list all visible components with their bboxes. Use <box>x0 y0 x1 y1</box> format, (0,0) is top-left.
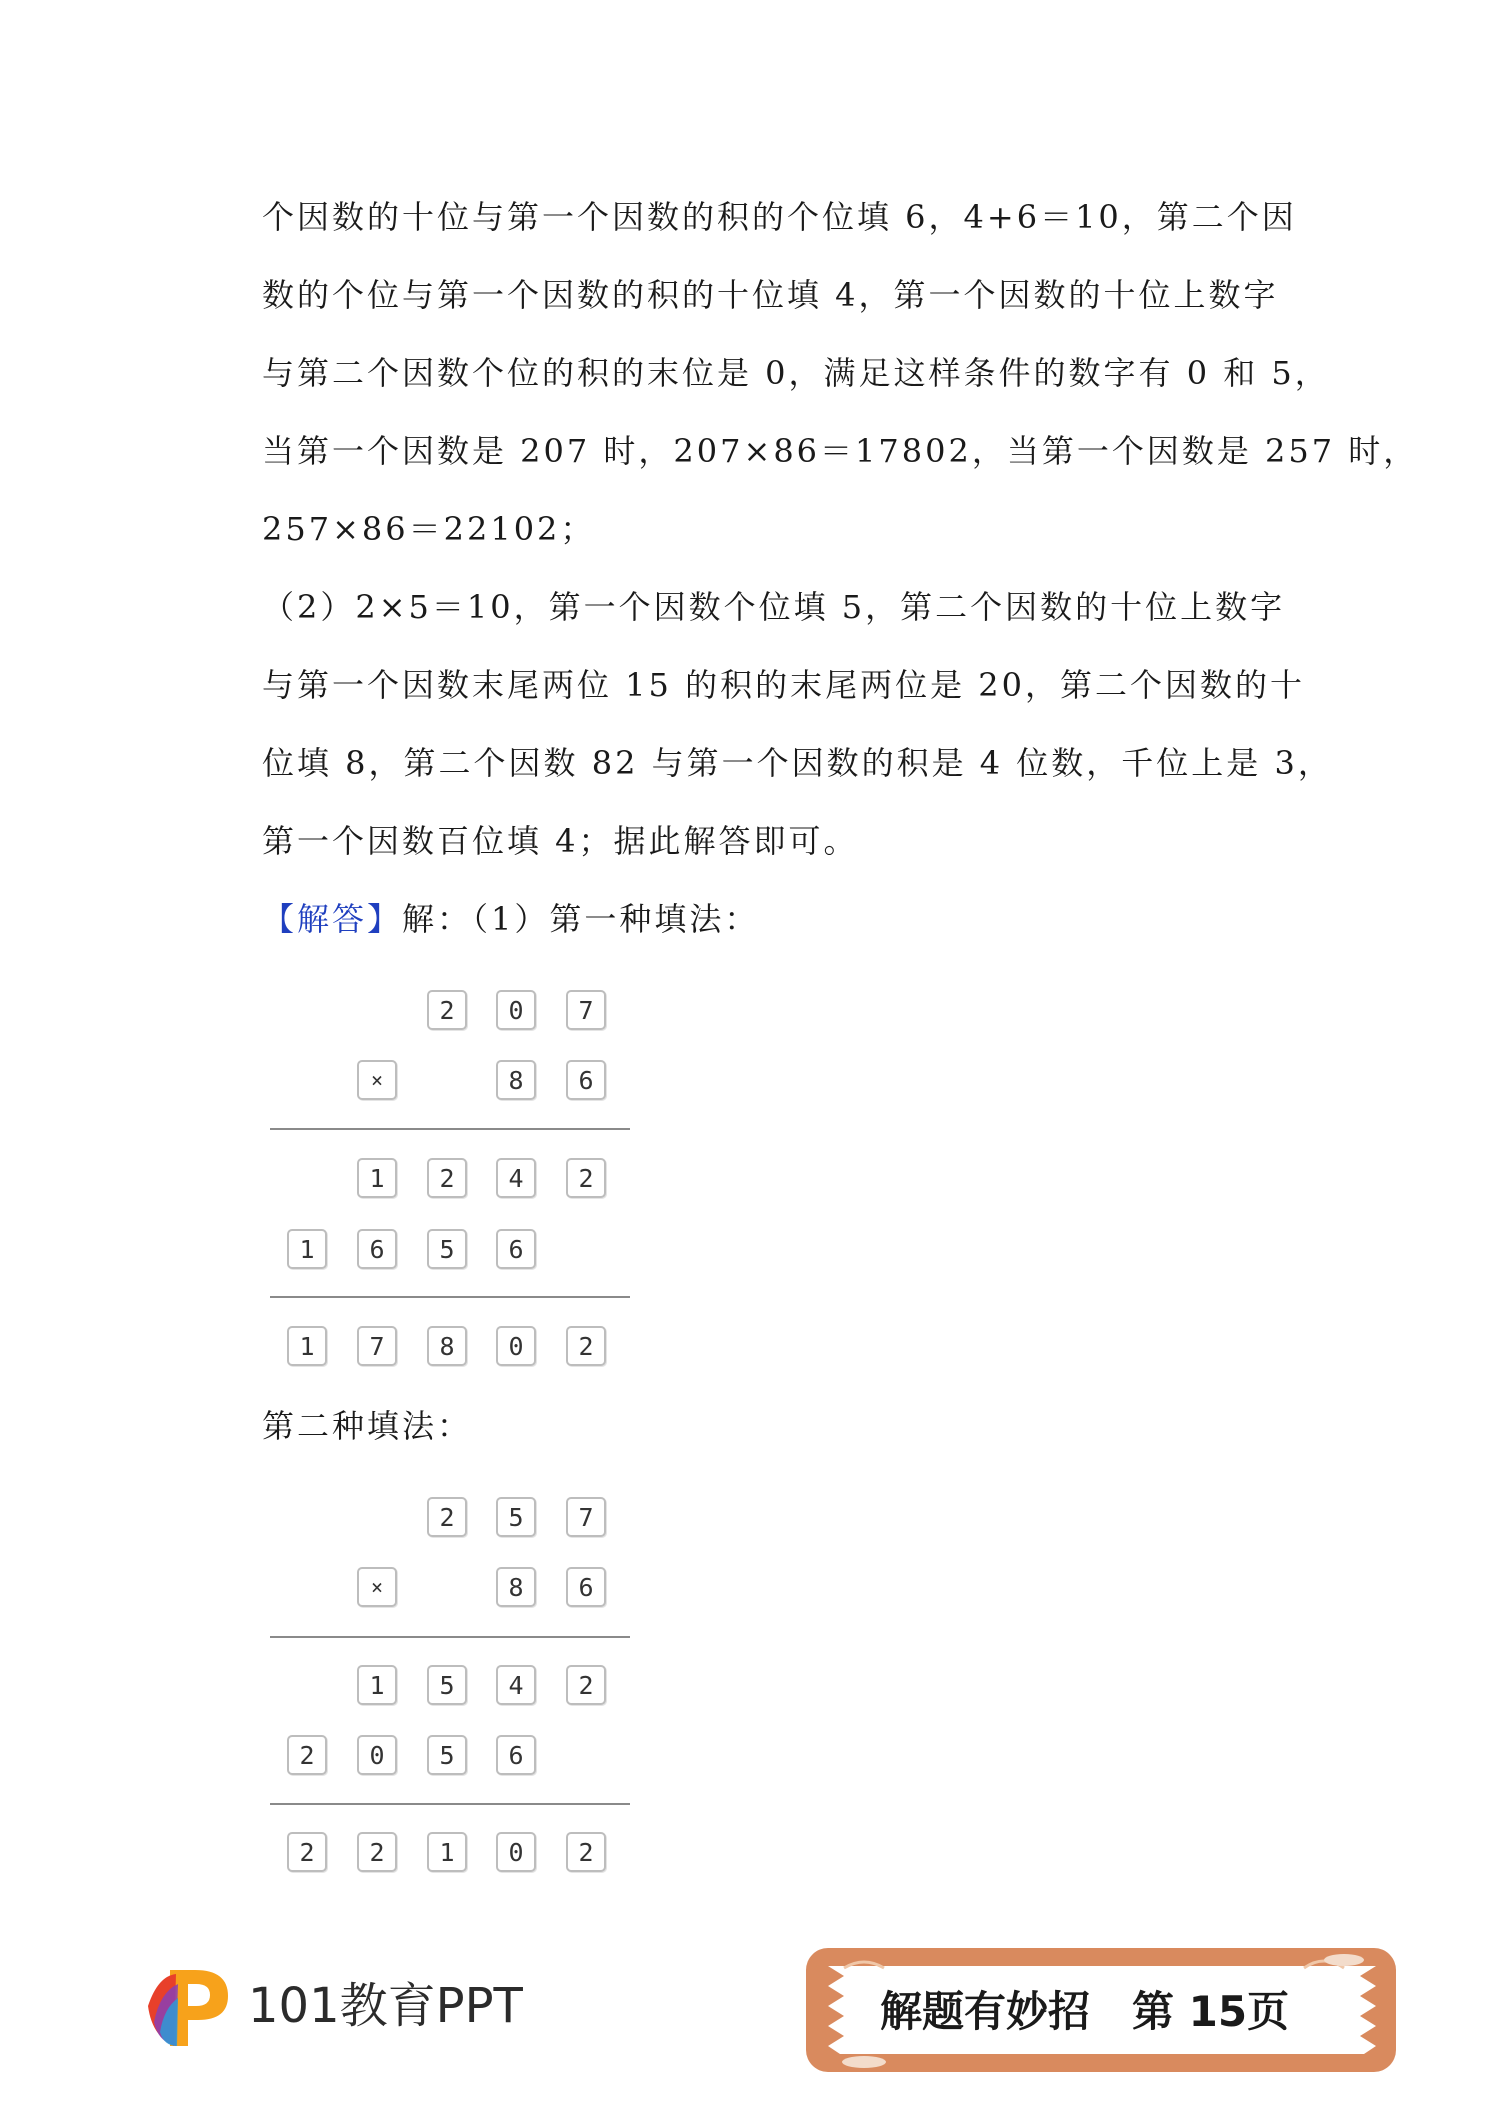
digit-box: 0 <box>496 1326 536 1366</box>
digit-box: 4 <box>496 1158 536 1198</box>
paragraph-line-7: 与第一个因数末尾两位 15 的积的末尾两位是 20，第二个因数的十 <box>262 666 1305 704</box>
digit-box: 2 <box>357 1832 397 1872</box>
method-2-label: 第二种填法： <box>262 1407 473 1445</box>
digit-box: 2 <box>566 1326 606 1366</box>
digit-box: 6 <box>357 1229 397 1269</box>
digit-box: 8 <box>427 1326 467 1366</box>
paragraph-line-5: 257×86＝22102； <box>262 510 596 548</box>
digit-box: 6 <box>496 1735 536 1775</box>
digit-box: 2 <box>566 1158 606 1198</box>
digit-box: 0 <box>357 1735 397 1775</box>
digit-box: 2 <box>287 1735 327 1775</box>
digit-box: 0 <box>496 1832 536 1872</box>
banner-text <box>880 1982 1350 2042</box>
digit-box: 5 <box>496 1497 536 1537</box>
multiply-sign-box: × <box>357 1060 397 1100</box>
paragraph-line-8: 位填 8，第二个因数 82 与第一个因数的积是 4 位数，千位上是 3， <box>262 744 1333 782</box>
digit-box: 5 <box>427 1229 467 1269</box>
paragraph-line-9: 第一个因数百位填 4；据此解答即可。 <box>262 822 859 860</box>
digit-box: 4 <box>496 1665 536 1705</box>
digit-box: 6 <box>566 1567 606 1607</box>
digit-box: 6 <box>566 1060 606 1100</box>
divider-line <box>270 1803 630 1805</box>
paragraph-line-4: 当第一个因数是 207 时，207×86＝17802，当第一个因数是 257 时， <box>262 432 1419 470</box>
digit-box: 7 <box>566 1497 606 1537</box>
digit-box: 2 <box>427 1158 467 1198</box>
digit-box: 2 <box>427 1497 467 1537</box>
answer-line <box>262 899 759 939</box>
digit-box: 6 <box>496 1229 536 1269</box>
digit-box: 2 <box>566 1832 606 1872</box>
divider-line <box>270 1128 630 1130</box>
multiply-sign-box: × <box>357 1567 397 1607</box>
digit-box: 2 <box>427 990 467 1030</box>
digit-box: 0 <box>496 990 536 1030</box>
banner-title: 解题有妙招 <box>880 1987 1091 2036</box>
digit-box: 2 <box>566 1665 606 1705</box>
divider-line <box>270 1636 630 1638</box>
digit-box: 1 <box>287 1326 327 1366</box>
digit-box: 8 <box>496 1060 536 1100</box>
digit-box: 5 <box>427 1735 467 1775</box>
digit-box: 5 <box>427 1665 467 1705</box>
digit-box: 2 <box>287 1832 327 1872</box>
paragraph-line-3: 与第二个因数个位的积的末位是 0，满足这样条件的数字有 0 和 5， <box>262 354 1330 392</box>
digit-box: 8 <box>496 1567 536 1607</box>
digit-box: 1 <box>427 1832 467 1872</box>
paragraph-line-1: 个因数的十位与第一个因数的积的个位填 6，4+6＝10，第二个因 <box>262 198 1297 236</box>
answer-text: 解：（1）第一种填法： <box>402 900 760 938</box>
paragraph-line-2: 数的个位与第一个因数的积的十位填 4，第一个因数的十位上数字 <box>262 276 1279 314</box>
digit-box: 7 <box>357 1326 397 1366</box>
page-number: 第 15页 <box>1132 1987 1290 2036</box>
digit-box: 7 <box>566 990 606 1030</box>
logo-icon <box>140 1962 240 2052</box>
digit-box: 1 <box>357 1665 397 1705</box>
answer-tag: 【解答】 <box>262 900 403 938</box>
digit-box: 1 <box>287 1229 327 1269</box>
paragraph-line-6: （2）2×5＝10，第一个因数个位填 5，第二个因数的十位上数字 <box>262 588 1286 626</box>
digit-box: 1 <box>357 1158 397 1198</box>
logo-text: 101教育PPT <box>248 1978 523 2034</box>
divider-line <box>270 1296 630 1298</box>
